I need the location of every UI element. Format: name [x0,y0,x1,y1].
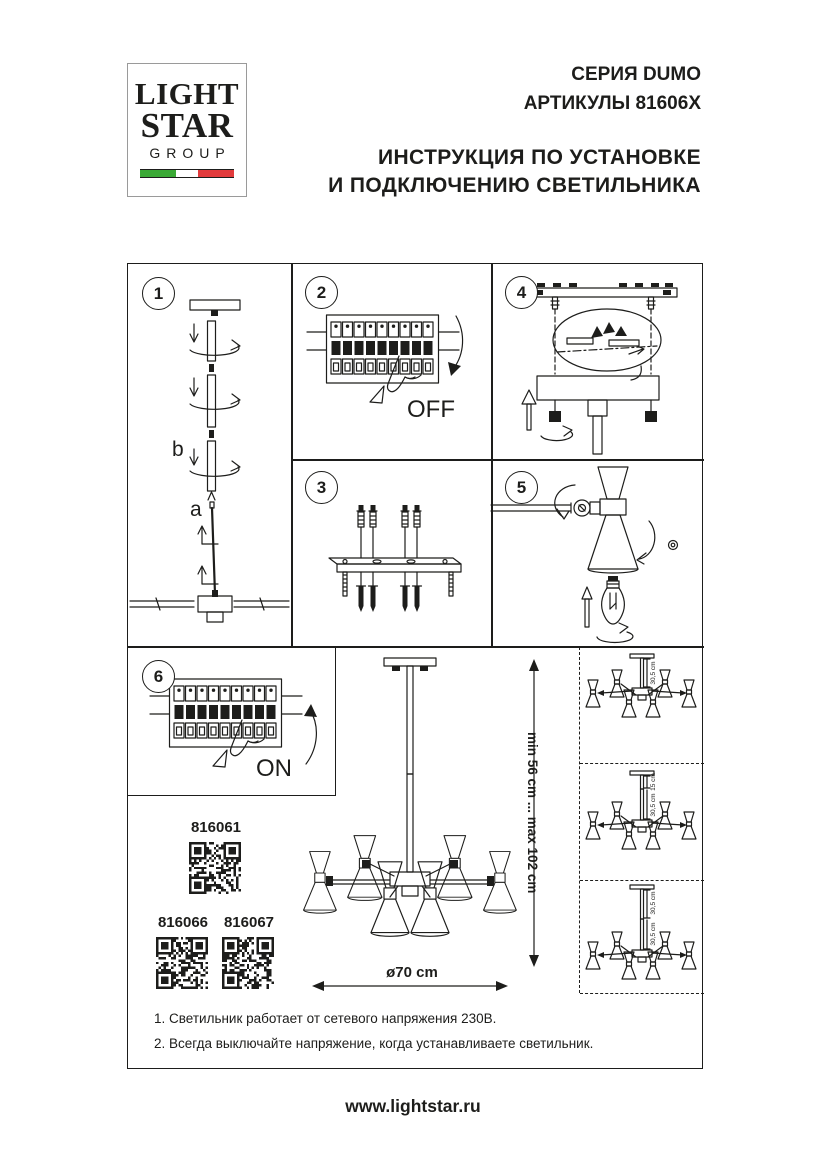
step2-badge: 2 [305,276,338,309]
variant2-rod-length-1: 15 cm [650,773,657,791]
step2-off-label: OFF [407,396,455,423]
flag-white [176,170,198,177]
article-numbers: АРТИКУЛЫ 81606X [523,93,701,114]
qr-code-816067 [222,937,274,989]
italian-flag-stripe [140,169,234,178]
article-816066-label: 816066 [157,914,209,931]
logo-word-group: GROUP [149,145,231,161]
height-range-dimension: min 56 cm ... max 102 cm [525,732,540,894]
flag-green [140,170,176,177]
instruction-grid [127,263,703,1069]
step1-rod-assembly-diagram [128,264,291,646]
article-816067-label: 816067 [223,914,275,931]
variant1-rod-length: 30,5 cm [650,661,657,685]
lightstar-logo [127,63,247,197]
variant3-rod-length-2: 30,5 cm [650,922,657,946]
article-816061-label: 816061 [190,819,242,836]
qr-code-816061 [189,842,241,894]
variant2-diagram [579,765,704,879]
variant1-diagram [579,648,704,762]
step6-on-label: ON [256,755,292,782]
doc-title-line1: ИНСТРУКЦИЯ ПО УСТАНОВКЕ [377,146,701,169]
doc-title-line2: И ПОДКЛЮЧЕНИЮ СВЕТИЛЬНИКА [328,174,701,197]
safety-notes [154,1006,593,1056]
step1-badge: 1 [142,277,175,310]
logo-word-light: LIGHT [134,76,240,111]
diameter-dimension: ø70 cm [386,964,438,981]
step3-badge: 3 [305,471,338,504]
step1-label-b: b [172,438,184,461]
note-2: 2. Всегда выключайте напряжение, когда устанавливаете светильник. [154,1036,594,1051]
variant3-diagram [579,881,704,993]
step5-badge: 5 [505,471,538,504]
note-1: 1. Светильник работает от сетевого напряжения 230В. [154,1011,497,1026]
series-name: СЕРИЯ DUMO [571,64,701,85]
step6-badge: 6 [142,660,175,693]
logo-word-star: STAR [140,106,234,145]
step4-badge: 4 [505,276,538,309]
variant2-rod-length-2: 30,5 cm [650,793,657,817]
header-text [328,60,701,200]
variant3-rod-length-1: 30,5 cm [650,891,657,915]
website-url: www.lightstar.ru [345,1096,481,1116]
step1-label-a: a [190,498,202,521]
flag-red [198,170,234,177]
qr-code-816066 [156,937,208,989]
chandelier-front-view [298,654,543,994]
